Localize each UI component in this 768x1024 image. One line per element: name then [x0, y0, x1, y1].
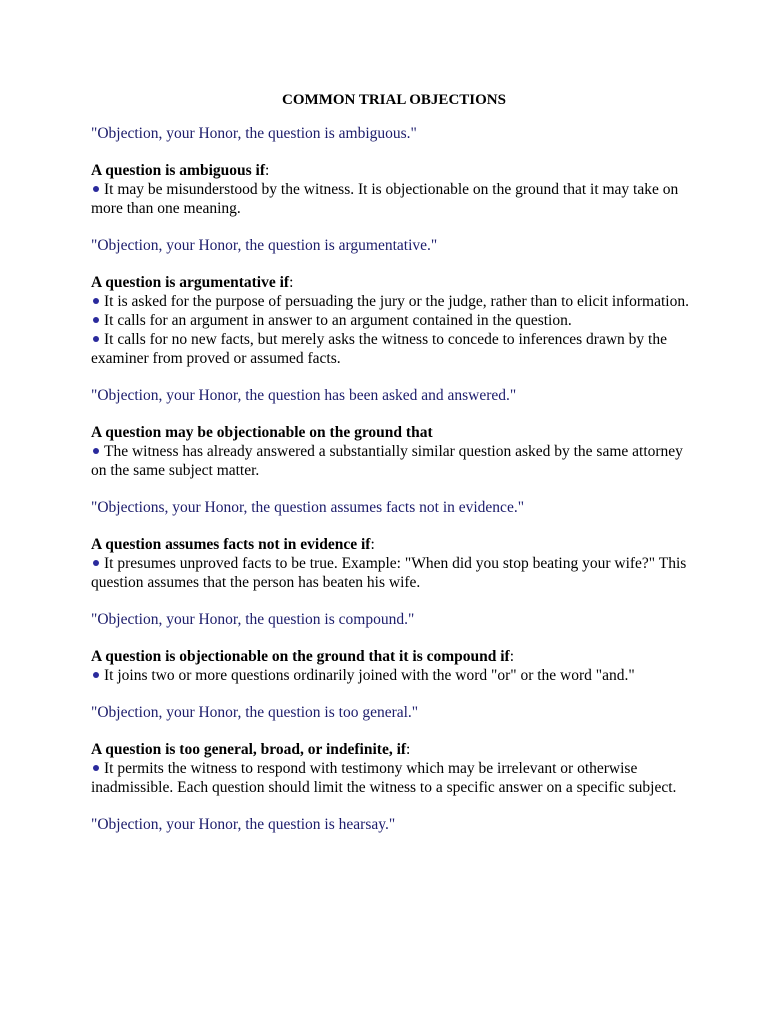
rule-heading-bold: A question assumes facts not in evidence if	[91, 536, 371, 553]
bullet-item	[91, 292, 691, 311]
rule-heading-tail: :	[289, 274, 294, 291]
bullet-item	[91, 442, 691, 480]
rule-heading-tail: :	[370, 536, 375, 553]
objection-quote: "Objection, your Honor, the question has been asked and answered."	[91, 387, 517, 404]
bullet-dot-icon	[93, 672, 99, 678]
bullet-text: It may be misunderstood by the witness. It is objectionable on the ground that it may take on more than one meaning.	[91, 181, 679, 217]
objection-rule	[91, 161, 691, 218]
bullet-item	[91, 759, 691, 797]
bullet-dot-icon	[93, 560, 99, 566]
objection-quote: "Objections, your Honor, the question assumes facts not in evidence."	[91, 499, 525, 516]
rule-heading-tail: :	[265, 162, 270, 179]
bullet-dot-icon	[93, 298, 99, 304]
rule-heading-tail: :	[509, 648, 515, 665]
bullet-item	[91, 180, 691, 218]
bullet-item	[91, 311, 691, 330]
rule-heading	[91, 273, 691, 292]
rule-heading	[91, 423, 691, 442]
objection-quote: "Objection, your Honor, the question is argumentative."	[91, 237, 438, 254]
rule-heading-bold: A question is too general, broad, or indefinite, if	[91, 741, 407, 758]
sections-container	[91, 124, 691, 797]
document-body	[91, 91, 691, 852]
objection-rule	[91, 273, 691, 368]
rule-heading-bold: A question may be objectionable on the ground that	[91, 424, 433, 441]
rule-heading	[91, 740, 691, 759]
objection-rule	[91, 423, 691, 480]
rule-heading	[91, 161, 691, 180]
rule-heading-bold: A question is ambiguous if	[91, 162, 265, 179]
objection-rule	[91, 740, 691, 797]
rule-heading-bold: A question is argumentative if	[91, 274, 290, 291]
document-title: COMMON TRIAL OBJECTIONS	[282, 92, 506, 108]
final-objection: "Objection, your Honor, the question is hearsay."	[91, 816, 396, 833]
bullet-text: The witness has already answered a substantially similar question asked by the same attorney on the same subject matter.	[91, 443, 683, 479]
bullet-text: It is asked for the purpose of persuading the jury or the judge, rather than to elicit information.	[104, 293, 689, 310]
bullet-text: It calls for no new facts, but merely asks the witness to concede to inferences drawn by the examiner from proved or assumed facts.	[91, 331, 667, 367]
bullet-text: It permits the witness to respond with testimony which may be irrelevant or otherwise inadmissible. Each question should limit the witness to a specific answer on a specific subject.	[91, 760, 677, 796]
rule-heading-tail: :	[406, 741, 411, 758]
rule-heading	[91, 647, 691, 666]
bullet-item	[91, 554, 691, 592]
bullet-dot-icon	[93, 317, 99, 323]
objection-rule	[91, 647, 691, 685]
objection-quote: "Objection, your Honor, the question is compound."	[91, 611, 415, 628]
bullet-text: It calls for an argument in answer to an argument contained in the question.	[104, 312, 572, 329]
rule-heading	[91, 535, 691, 554]
bullet-item	[91, 666, 691, 685]
bullet-dot-icon	[93, 765, 99, 771]
objection-rule	[91, 535, 691, 592]
bullet-text: It presumes unproved facts to be true. Example: "When did you stop beating your wife?" This question assumes that the person has beaten his wife.	[91, 555, 687, 591]
objection-quote: "Objection, your Honor, the question is too general."	[91, 704, 419, 721]
bullet-dot-icon	[93, 336, 99, 342]
rule-heading-bold: A question is objectionable on the ground that it is compound if	[91, 648, 510, 665]
bullet-item	[91, 330, 691, 368]
bullet-text: It joins two or more questions ordinarily joined with the word "or" or the word "and."	[104, 667, 635, 684]
bullet-dot-icon	[93, 448, 99, 454]
bullet-dot-icon	[93, 186, 99, 192]
objection-quote: "Objection, your Honor, the question is ambiguous."	[91, 125, 417, 142]
